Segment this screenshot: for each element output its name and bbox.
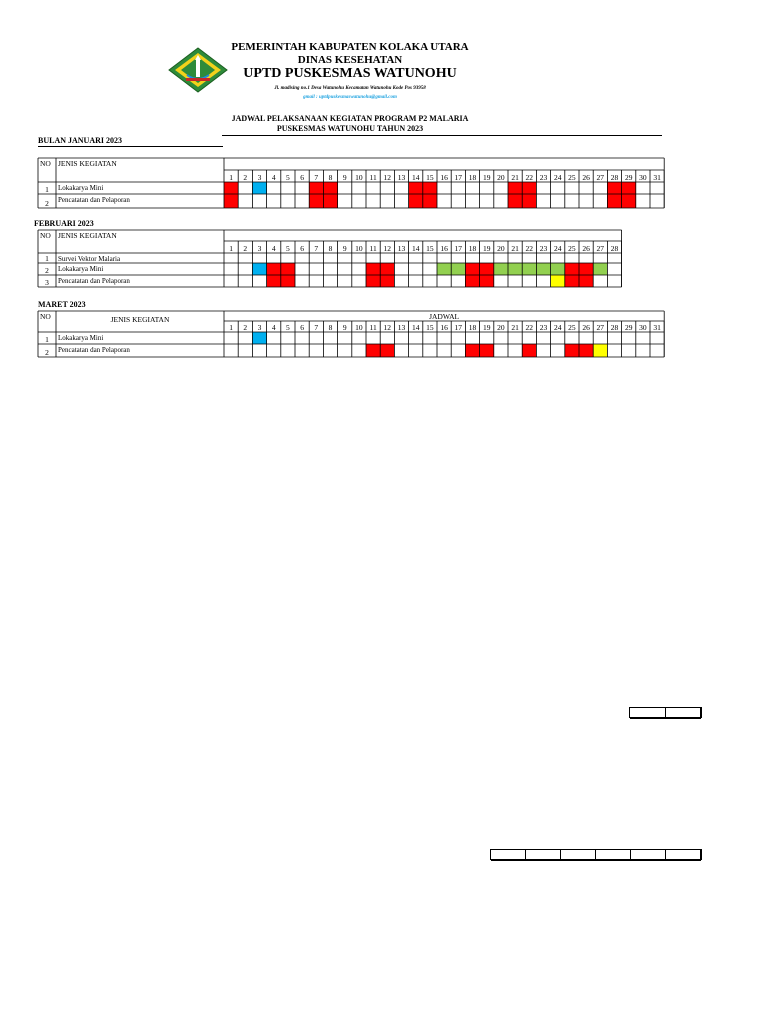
day-number: 23 [539, 244, 548, 253]
day-number: 16 [440, 244, 448, 253]
schedule-mark-day-5 [281, 263, 295, 275]
day-number: 15 [426, 244, 434, 253]
footer-cells-wide [490, 849, 702, 860]
row-number: 1 [45, 254, 49, 263]
day-number: 4 [271, 244, 276, 253]
activity-name: Lokakarya Mini [58, 184, 104, 192]
schedule-mark-day-11 [366, 263, 380, 275]
schedule-mark-day-27 [593, 344, 607, 357]
day-number: 4 [271, 173, 276, 182]
schedule-mark-day-29 [622, 194, 636, 208]
schedule-mark-day-14 [409, 194, 423, 208]
day-number: 11 [369, 323, 377, 332]
no-column-header: NO [40, 159, 51, 168]
day-number: 16 [440, 173, 448, 182]
day-number: 1 [229, 244, 233, 253]
footer-cell [561, 849, 596, 861]
day-number: 27 [596, 244, 605, 253]
office-email: gmail : uptdpuskesmaswatunohu@gmail.com [303, 95, 397, 100]
schedule-mark-day-16 [437, 263, 451, 275]
schedule-mark-day-1 [224, 194, 238, 208]
row-number: 1 [45, 185, 49, 194]
row-number: 3 [45, 278, 49, 287]
schedule-mark-day-14 [409, 182, 423, 194]
schedule-mark-day-21 [508, 263, 522, 275]
day-number: 5 [286, 244, 290, 253]
schedule-mark-day-21 [508, 194, 522, 208]
day-number: 28 [610, 244, 619, 253]
day-number: 15 [426, 173, 434, 182]
schedule-mark-day-1 [224, 182, 238, 194]
day-number: 7 [314, 173, 319, 182]
day-number: 21 [511, 323, 519, 332]
schedule-mark-day-26 [579, 263, 593, 275]
day-number: 28 [610, 173, 619, 182]
day-number: 10 [355, 173, 363, 182]
day-number: 19 [482, 323, 491, 332]
unit-name: UPTD PUSKESMAS WATUNOHU [243, 66, 457, 81]
day-number: 17 [454, 323, 463, 332]
department-name: DINAS KESEHATAN [297, 54, 403, 66]
schedule-mark-day-18 [465, 263, 479, 275]
row-number: 2 [45, 348, 49, 357]
schedule-column-header: JADWAL [429, 312, 460, 321]
schedule-mark-day-11 [366, 275, 380, 287]
schedule-mark-day-8 [323, 182, 337, 194]
schedule-mark-day-4 [267, 275, 281, 287]
day-number: 6 [300, 173, 304, 182]
row-number: 2 [45, 266, 49, 275]
day-number: 19 [482, 244, 491, 253]
day-number: 8 [328, 244, 333, 253]
day-number: 29 [624, 173, 633, 182]
schedule-mark-day-3 [252, 182, 266, 194]
schedule-mark-day-5 [281, 275, 295, 287]
schedule-mark-day-8 [323, 194, 337, 208]
day-number: 15 [426, 323, 434, 332]
document-title: JADWAL PELAKSANAAN KEGIATAN PROGRAM P2 MALARIA [231, 114, 469, 123]
schedule-mark-day-28 [607, 194, 621, 208]
row-number: 2 [45, 199, 49, 208]
activity-name: Lokakarya Mini [58, 265, 104, 273]
day-number: 21 [511, 244, 519, 253]
day-number: 22 [525, 244, 534, 253]
activity-column-header: JENIS KEGIATAN [58, 231, 117, 240]
schedule-mark-day-27 [593, 263, 607, 275]
day-number: 22 [525, 323, 534, 332]
day-number: 20 [497, 244, 505, 253]
day-number: 14 [411, 323, 420, 332]
day-number: 31 [653, 323, 661, 332]
day-number: 18 [468, 323, 477, 332]
schedule-mark-day-15 [423, 182, 437, 194]
row-number: 1 [45, 335, 49, 344]
footer-cell [596, 849, 631, 861]
day-number: 17 [454, 173, 463, 182]
day-number: 19 [482, 173, 491, 182]
day-number: 24 [553, 323, 562, 332]
day-number: 5 [286, 173, 290, 182]
no-column-header: NO [40, 231, 51, 240]
schedule-mark-day-22 [522, 263, 536, 275]
schedule-mark-day-7 [309, 182, 323, 194]
schedule-mark-day-26 [579, 344, 593, 357]
day-number: 3 [257, 173, 262, 182]
day-number: 14 [411, 173, 420, 182]
activity-name: Pencatatan dan Pelaporan [58, 277, 130, 285]
day-number: 3 [257, 244, 262, 253]
day-number: 2 [243, 244, 248, 253]
day-number: 6 [300, 244, 304, 253]
day-number: 27 [596, 173, 605, 182]
schedule-mark-day-3 [252, 332, 266, 344]
day-number: 25 [568, 173, 576, 182]
day-number: 20 [497, 323, 505, 332]
day-number: 1 [229, 173, 233, 182]
schedule-mark-day-24 [551, 263, 565, 275]
day-number: 13 [397, 244, 406, 253]
schedule-mark-day-26 [579, 275, 593, 287]
day-number: 9 [342, 173, 347, 182]
day-number: 13 [397, 173, 406, 182]
schedule-mark-day-25 [565, 275, 579, 287]
activity-name: Survei Vektor Malaria [58, 255, 121, 263]
day-number: 30 [639, 323, 647, 332]
day-number: 12 [383, 173, 392, 182]
day-number: 3 [257, 323, 262, 332]
footer-cell [630, 707, 666, 719]
government-name: PEMERINTAH KABUPATEN KOLAKA UTARA [231, 41, 469, 53]
schedule-mark-day-22 [522, 194, 536, 208]
day-number: 7 [314, 244, 319, 253]
schedule-mark-day-23 [536, 263, 550, 275]
day-number: 26 [582, 323, 590, 332]
activity-column-header: JENIS KEGIATAN [58, 159, 117, 168]
activity-name: Lokakarya Mini [58, 334, 104, 342]
day-number: 26 [582, 244, 590, 253]
schedule-mark-day-19 [480, 263, 494, 275]
schedule-mark-day-3 [252, 263, 266, 275]
schedule-mark-day-12 [380, 263, 394, 275]
schedule-mark-day-15 [423, 194, 437, 208]
office-address: Jl. madising no.1 Desa Watunohu Kecamatan Watunohu Kode Pos 93958 [274, 86, 426, 91]
day-number: 21 [511, 173, 519, 182]
footer-cell [666, 707, 701, 719]
day-number: 23 [539, 173, 548, 182]
section-label-january: BULAN JANUARI 2023 [38, 136, 123, 145]
schedule-mark-day-22 [522, 344, 536, 357]
day-number: 6 [300, 323, 304, 332]
day-number: 8 [328, 323, 333, 332]
day-number: 12 [383, 244, 392, 253]
day-number: 25 [568, 323, 576, 332]
schedule-mark-day-11 [366, 344, 380, 357]
day-number: 16 [440, 323, 448, 332]
day-number: 8 [328, 173, 333, 182]
footer-cell [666, 849, 701, 861]
no-column-header: NO [40, 312, 51, 321]
section-label-february: FEBRUARI 2023 [34, 219, 94, 228]
day-number: 17 [454, 244, 463, 253]
schedule-mark-day-29 [622, 182, 636, 194]
schedule-mark-day-25 [565, 344, 579, 357]
day-number: 10 [355, 323, 363, 332]
schedule-mark-day-17 [451, 263, 465, 275]
day-number: 13 [397, 323, 406, 332]
day-number: 18 [468, 173, 477, 182]
section-label-march: MARET 2023 [38, 300, 86, 309]
schedule-mark-day-12 [380, 275, 394, 287]
day-number: 1 [229, 323, 233, 332]
footer-cell [526, 849, 561, 861]
schedule-mark-day-21 [508, 182, 522, 194]
day-number: 26 [582, 173, 590, 182]
activity-column-header: JENIS KEGIATAN [110, 315, 170, 324]
day-number: 4 [271, 323, 276, 332]
day-number: 29 [624, 323, 633, 332]
day-number: 20 [497, 173, 505, 182]
day-number: 28 [610, 323, 619, 332]
document-subtitle: PUSKESMAS WATUNOHU TAHUN 2023 [276, 124, 424, 133]
day-number: 31 [653, 173, 661, 182]
schedule-mark-day-4 [267, 263, 281, 275]
day-number: 9 [342, 323, 347, 332]
day-number: 2 [243, 323, 248, 332]
day-number: 24 [553, 173, 562, 182]
schedule-mark-day-12 [380, 344, 394, 357]
footer-cell [631, 849, 666, 861]
day-number: 9 [342, 244, 347, 253]
schedule-mark-day-19 [480, 275, 494, 287]
day-number: 18 [468, 244, 477, 253]
day-number: 23 [539, 323, 548, 332]
schedule-mark-day-7 [309, 194, 323, 208]
day-number: 14 [411, 244, 420, 253]
day-number: 30 [639, 173, 647, 182]
day-number: 10 [355, 244, 363, 253]
schedule-mark-day-28 [607, 182, 621, 194]
day-number: 11 [369, 244, 377, 253]
schedule-mark-day-18 [465, 344, 479, 357]
day-number: 25 [568, 244, 576, 253]
activity-name: Pencatatan dan Pelaporan [58, 346, 130, 354]
day-number: 12 [383, 323, 392, 332]
day-number: 11 [369, 173, 377, 182]
day-number: 22 [525, 173, 534, 182]
schedule-mark-day-25 [565, 263, 579, 275]
schedule-mark-day-19 [480, 344, 494, 357]
day-number: 2 [243, 173, 248, 182]
schedule-mark-day-20 [494, 263, 508, 275]
day-number: 24 [553, 244, 562, 253]
footer-cells-small [629, 707, 702, 718]
activity-name: Pencatatan dan Pelaporan [58, 196, 130, 204]
day-number: 7 [314, 323, 319, 332]
day-number: 5 [286, 323, 290, 332]
footer-cell [491, 849, 526, 861]
schedule-mark-day-24 [551, 275, 565, 287]
schedule-mark-day-18 [465, 275, 479, 287]
schedule-mark-day-22 [522, 182, 536, 194]
day-number: 27 [596, 323, 605, 332]
